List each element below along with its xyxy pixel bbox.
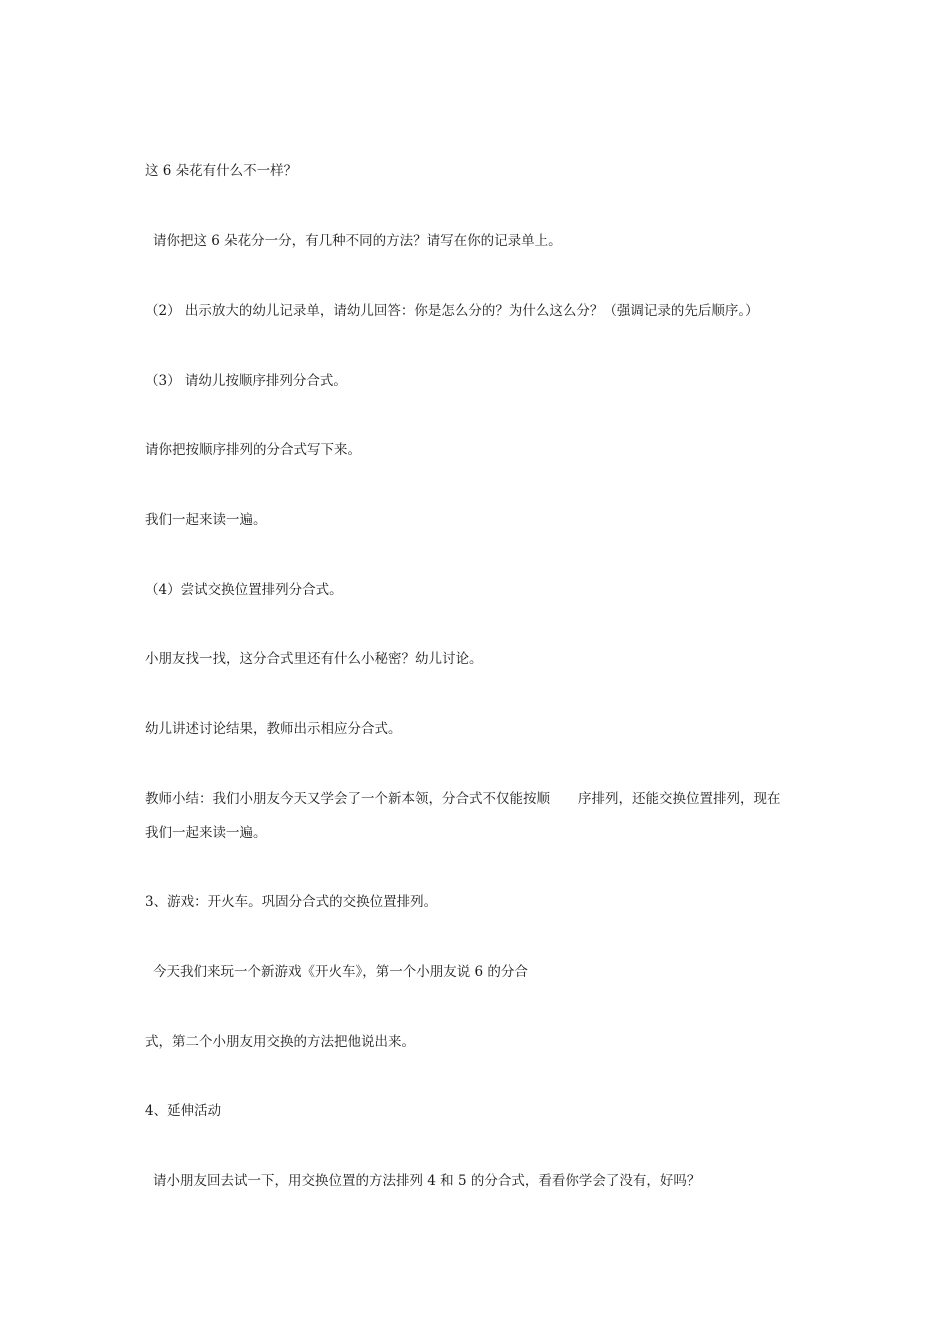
paragraph-discussion-result: 幼儿讲述讨论结果，教师出示相应分合式。 [145,721,402,737]
paragraph-flowers-question: 这 6 朵花有什么不一样？ [145,163,298,179]
paragraph-step-2: （2） 出示放大的幼儿记录单，请幼儿回答：你是怎么分的？为什么这么分？（强调记录的先后顺序。） [145,303,759,319]
paragraph-write-down: 请你把按顺序排列的分合式写下来。 [145,442,361,458]
summary-part-2: 序排列，还能交换位置排列，现在 [578,791,781,807]
section-heading-game: 3、游戏：开火车。巩固分合式的交换位置排列。 [145,894,438,910]
paragraph-extension-task: 请小朋友回去试一下，用交换位置的方法排列 4 和 5 的分合式，看看你学会了没有，好吗？ [153,1173,701,1189]
paragraph-step-4: （4）尝试交换位置排列分合式。 [145,582,343,598]
paragraph-find-secret: 小朋友找一找，这分合式里还有什么小秘密？幼儿讨论。 [145,651,483,667]
paragraph-divide-instruction: 请你把这 6 朵花分一分，有几种不同的方法？请写在你的记录单上。 [153,233,562,249]
summary-part-1: 教师小结：我们小朋友今天又学会了一个新本领，分合式不仅能按顺 [145,791,550,807]
paragraph-game-intro: 今天我们来玩一个新游戏《开火车》，第一个小朋友说 6 的分合 [153,964,528,980]
paragraph-step-3: （3） 请幼儿按顺序排列分合式。 [145,373,347,389]
section-heading-extension: 4、延伸活动 [145,1103,222,1119]
paragraph-teacher-summary [145,790,781,808]
paragraph-summary-continued: 我们一起来读一遍。 [145,825,267,841]
paragraph-read-together: 我们一起来读一遍。 [145,512,267,528]
paragraph-game-continued: 式，第二个小朋友用交换的方法把他说出来。 [145,1034,415,1050]
